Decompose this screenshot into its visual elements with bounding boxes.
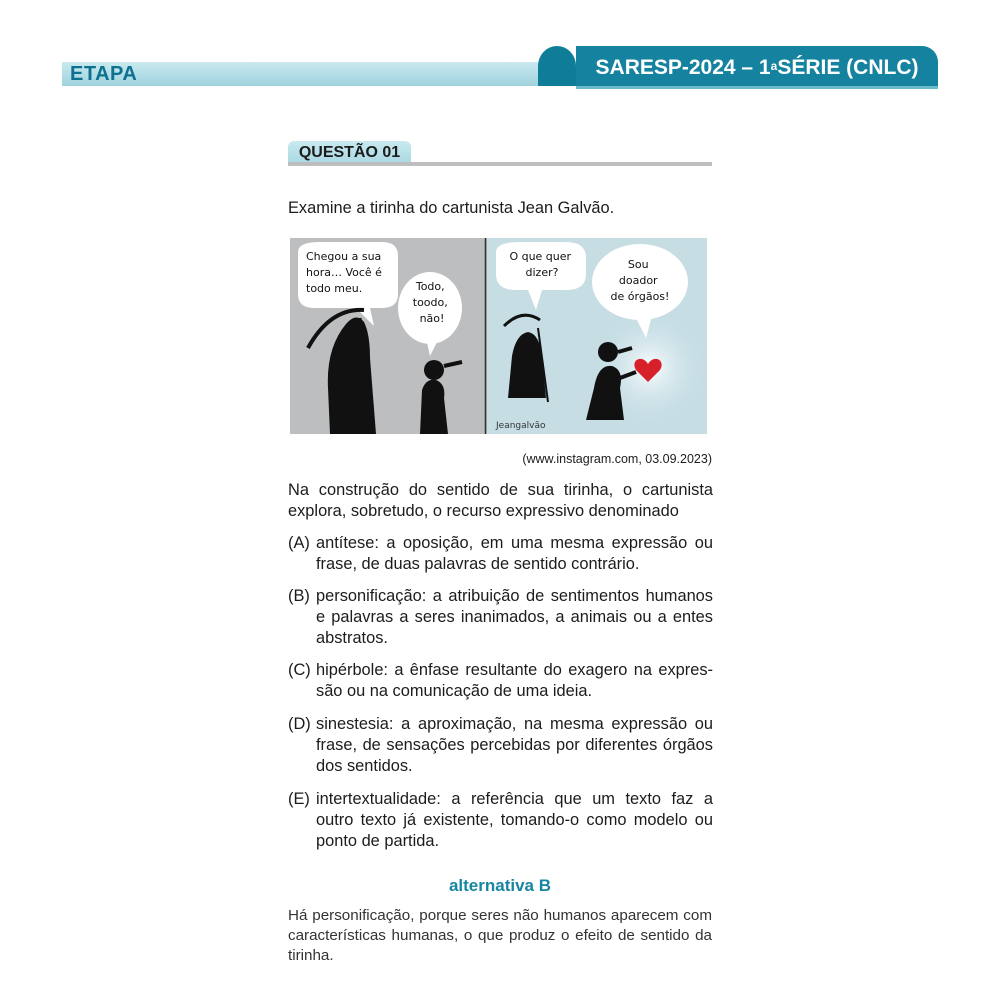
bubble-4-line-2: doador [618,274,658,287]
exam-title-suffix: SÉRIE (CNLC) [777,55,919,79]
answer-explanation: Há personificação, porque seres não humanos aparecem com características humanas, o que produz o efeito de sentido da tirinha. [288,907,712,964]
man-figure-2-head [598,342,618,362]
exam-title-ordinal: a [770,58,778,73]
option-d [288,714,713,777]
question-divider [288,162,712,166]
comic-source: (www.instagram.com, 03.09.2023) [522,452,712,466]
comic-strip [290,238,707,434]
bubble-1-line-1: Chegou a sua [306,250,382,263]
option-e-text: intertextualidade: a referência que um texto faz a outro texto já existente, tomando-o como modelo ou ponto de partida. [316,790,713,850]
question-label: QUESTÃO 01 [288,141,411,165]
artist-signature: Jeangalvão [496,421,546,431]
question-intro: Examine a tirinha do cartunista Jean Galvão. [288,199,615,217]
option-c-text: hipérbole: a ênfase resultante do exagero na expressão ou na comunicação de uma ideia. [316,661,713,700]
option-d-text: sinestesia: a aproximação, na mesma expressão ou frase, de sensações percebidas por diferentes órgãos dos sentidos. [316,715,713,775]
man-figure-head [424,360,444,380]
bubble-4-line-1: Sou [627,258,649,271]
etapa-logo: ETAPA [70,63,138,85]
bubble-2-line-1: Todo, [415,280,445,293]
bubble-1-line-2: hora… Você é [306,266,382,279]
option-a-letter: (A) [288,534,310,552]
option-d-letter: (D) [288,715,311,733]
bubble-1-line-3: todo meu. [306,282,363,295]
question-stem: Na construção do sentido de sua tirinha, o cartunista explora, sobretudo, o recurso expressivo denominado [288,481,713,520]
bubble-4-line-3: de órgãos! [610,290,670,303]
exam-title-prefix: SARESP-2024 – 1 [595,55,771,79]
bubble-3-line-1: O que quer [509,250,572,263]
option-c-letter: (C) [288,661,311,679]
option-c [288,660,713,702]
header-accent [538,46,576,86]
option-a-text: antítese: a oposição, em uma mesma expressão ou frase, de duas palavras de sentido contrário. [316,534,713,573]
bubble-2-line-3: não! [419,312,445,325]
option-b [288,586,713,649]
option-b-letter: (B) [288,587,310,605]
option-e-letter: (E) [288,790,310,808]
answer-title: alternativa B [448,876,552,895]
bubble-2-line-2: toodo, [412,296,448,309]
option-b-text: personificação: a atribuição de sentimentos humanos e palavras a seres inanimados, a animais ou a entes abstratos. [316,587,713,647]
option-a [288,533,713,575]
bubble-3-line-2: dizer? [525,266,559,279]
option-e [288,789,713,852]
exam-title [576,46,938,89]
